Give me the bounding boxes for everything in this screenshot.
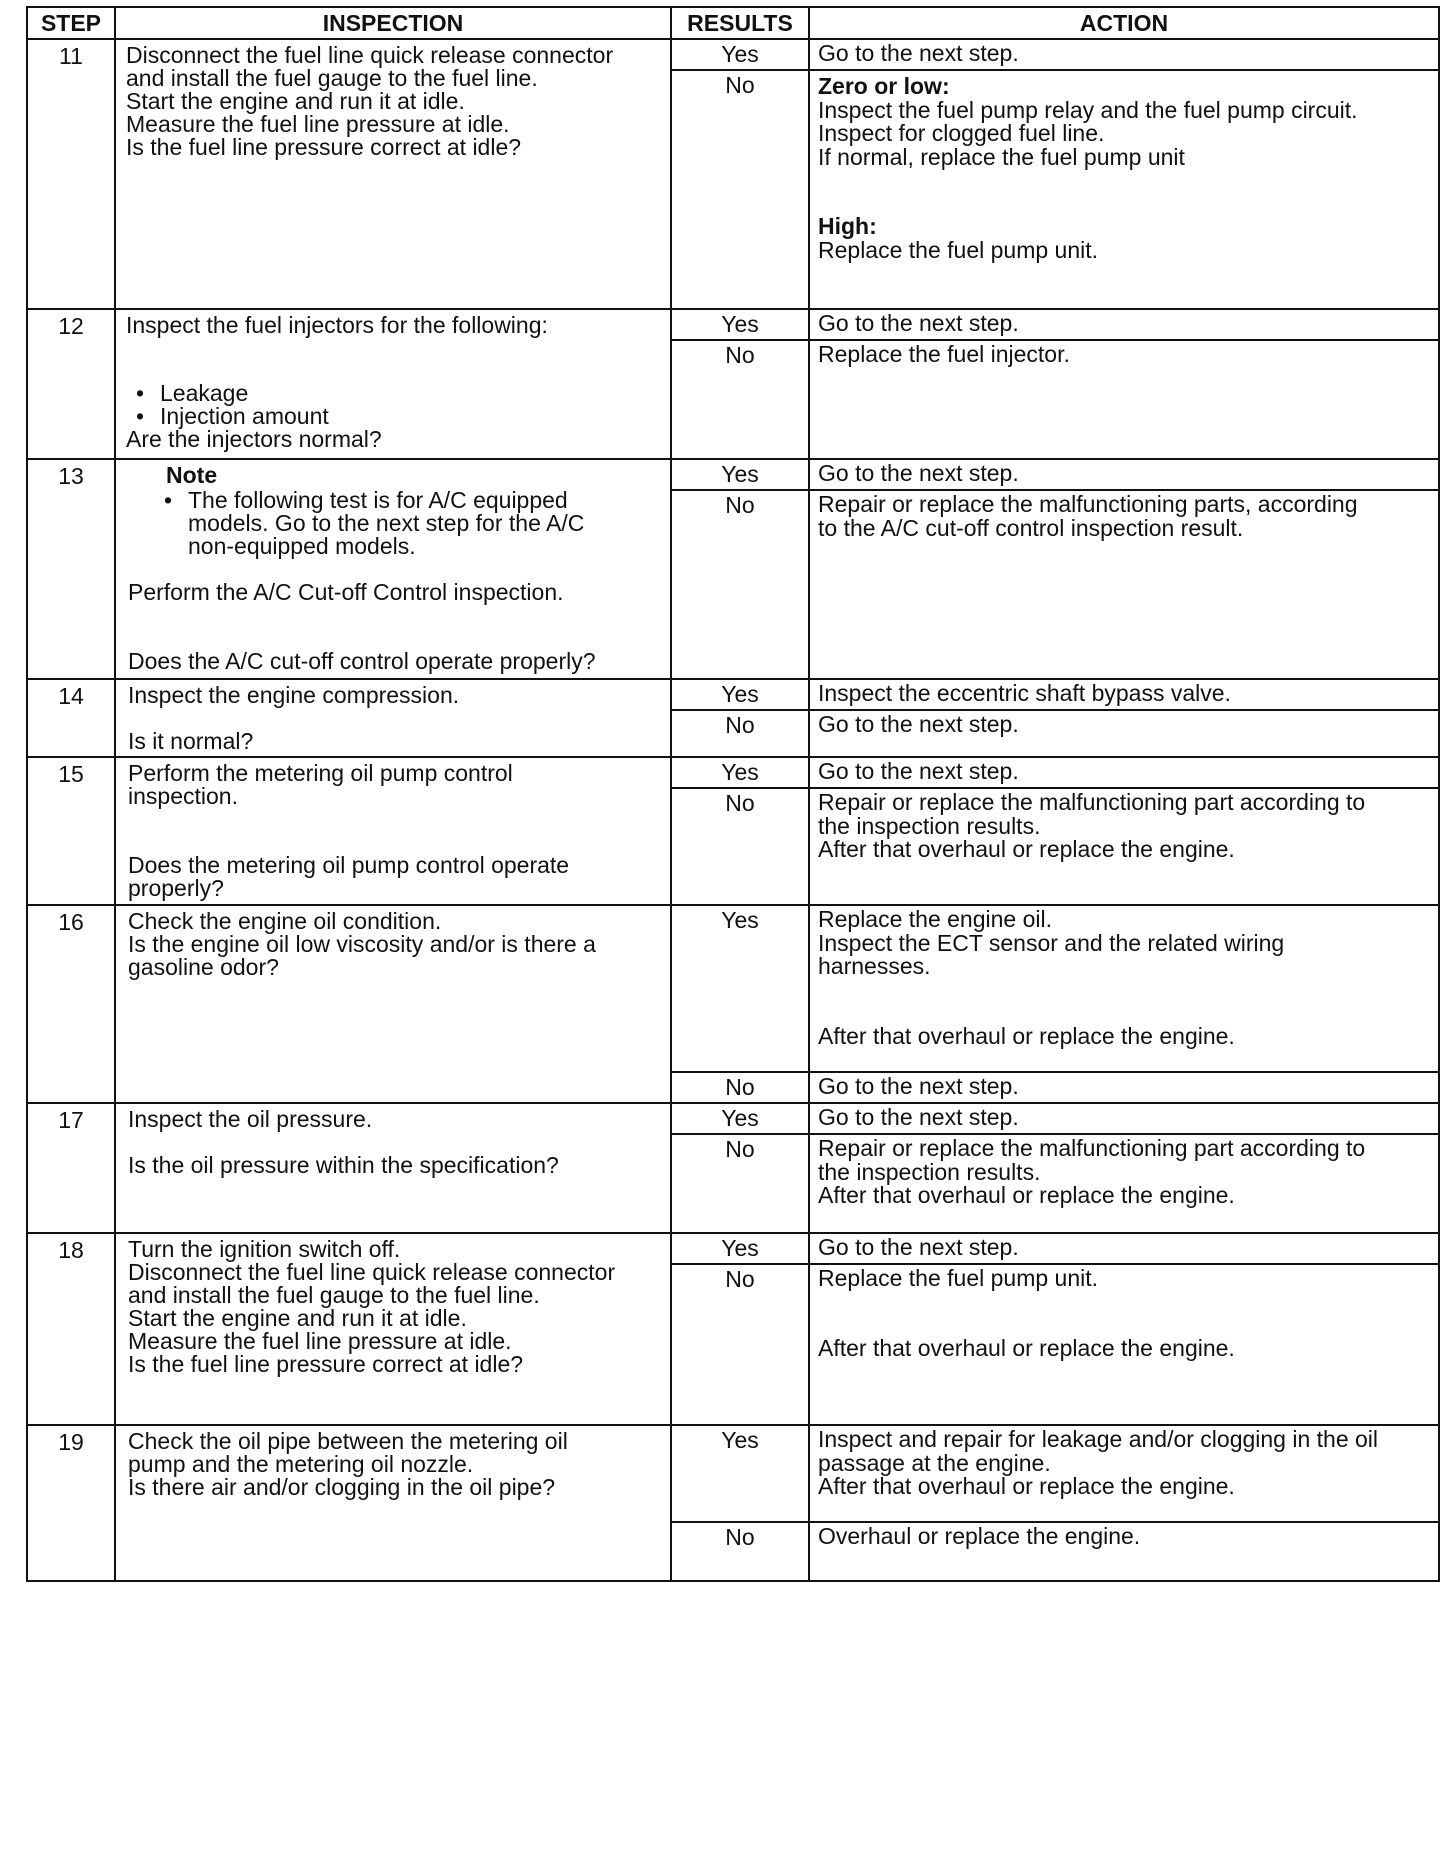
inspection-line: gasoline odor? xyxy=(128,954,279,980)
result-no: No xyxy=(671,1264,809,1425)
table-row-step-12 xyxy=(27,309,1439,340)
result-yes: Yes xyxy=(671,905,809,1072)
action-line: After that overhaul or replace the engine. xyxy=(818,1022,1235,1049)
action-line: If normal, replace the fuel pump unit xyxy=(818,143,1185,170)
table-row-step-18 xyxy=(27,1233,1439,1264)
header-row xyxy=(27,7,1439,39)
inspection-cell xyxy=(115,1103,671,1233)
inspection-line: Measure the fuel line pressure at idle. xyxy=(126,111,510,137)
result-yes: Yes xyxy=(671,1103,809,1134)
inspection-line: Is the engine oil low viscosity and/or is there a xyxy=(128,931,596,957)
action-line: Inspect the fuel pump relay and the fuel pump circuit. xyxy=(818,96,1358,123)
inspection-line: Is the fuel line pressure correct at idle? xyxy=(128,1351,524,1377)
result-yes: Yes xyxy=(671,679,809,710)
table-row-step-16 xyxy=(27,905,1439,1072)
table-row-step-17 xyxy=(27,1103,1439,1134)
action-line: passage at the engine. xyxy=(818,1449,1051,1476)
action-yes: Go to the next step. xyxy=(809,1233,1439,1264)
step-number: 12 xyxy=(27,309,115,459)
inspection-line: Measure the fuel line pressure at idle. xyxy=(128,1328,512,1354)
action-line: After that overhaul or replace the engine. xyxy=(818,1334,1235,1361)
result-yes: Yes xyxy=(671,459,809,490)
result-no: No xyxy=(671,1134,809,1233)
action-yes xyxy=(809,905,1439,1072)
result-no: No xyxy=(671,70,809,309)
header-inspection: INSPECTION xyxy=(115,7,671,39)
inspection-line: Perform the A/C Cut-off Control inspection. xyxy=(128,579,564,605)
inspection-cell xyxy=(115,679,671,757)
result-no: No xyxy=(671,490,809,679)
inspection-line: Inspect the engine compression. xyxy=(128,682,460,708)
action-line: After that overhaul or replace the engine. xyxy=(818,1182,1235,1208)
action-yes: Go to the next step. xyxy=(809,1103,1439,1134)
inspection-question: Is it normal? xyxy=(128,728,254,754)
inspection-line: Start the engine and run it at idle. xyxy=(128,1305,467,1331)
action-no: Go to the next step. xyxy=(809,1072,1439,1103)
header-action: ACTION xyxy=(809,7,1439,39)
action-line: Inspect and repair for leakage and/or clogging in the oil xyxy=(818,1426,1379,1452)
inspection-cell xyxy=(115,39,671,309)
inspection-line: and install the fuel gauge to the fuel line. xyxy=(128,1282,540,1308)
inspection-table-sheet xyxy=(26,6,1438,1582)
inspection-question: Is the oil pressure within the specification? xyxy=(128,1152,559,1178)
action-line: Repair or replace the malfunctioning part according to xyxy=(818,789,1366,815)
inspection-line: pump and the metering oil nozzle. xyxy=(128,1451,474,1477)
action-line: Inspect for clogged fuel line. xyxy=(818,120,1105,146)
inspection-question: Are the injectors normal? xyxy=(126,426,382,452)
inspection-table xyxy=(26,6,1440,1582)
action-no xyxy=(809,1134,1439,1233)
action-line: the inspection results. xyxy=(818,1158,1041,1185)
action-line: After that overhaul or replace the engine. xyxy=(818,1473,1235,1499)
action-yes: Go to the next step. xyxy=(809,39,1439,70)
result-no: No xyxy=(671,1522,809,1581)
result-no: No xyxy=(671,788,809,905)
action-no xyxy=(809,70,1439,309)
action-no xyxy=(809,1264,1439,1425)
inspection-line: Check the oil pipe between the metering oil xyxy=(128,1428,568,1454)
step-number: 13 xyxy=(27,459,115,679)
action-line: Replace the engine oil. xyxy=(818,906,1052,932)
result-yes: Yes xyxy=(671,309,809,340)
action-line: Repair or replace the malfunctioning parts, according xyxy=(818,491,1358,517)
inspection-line: Start the engine and run it at idle. xyxy=(126,88,465,114)
action-line: Replace the fuel pump unit. xyxy=(818,236,1099,263)
inspection-cell xyxy=(115,459,671,679)
step-number: 18 xyxy=(27,1233,115,1425)
step-number: 19 xyxy=(27,1425,115,1581)
step-number: 15 xyxy=(27,757,115,905)
action-line: After that overhaul or replace the engine. xyxy=(818,836,1235,862)
inspection-cell xyxy=(115,309,671,459)
inspection-cell xyxy=(115,1425,671,1581)
step-number: 11 xyxy=(27,39,115,309)
note-title: Note xyxy=(166,462,218,488)
table-row-step-14 xyxy=(27,679,1439,710)
action-no: Go to the next step. xyxy=(809,710,1439,757)
action-line: the inspection results. xyxy=(818,812,1041,839)
step-number: 14 xyxy=(27,679,115,757)
note-line: • The following test is for A/C equipped xyxy=(188,487,664,515)
action-yes: Go to the next step. xyxy=(809,309,1439,340)
result-yes: Yes xyxy=(671,39,809,70)
table-row-step-13 xyxy=(27,459,1439,490)
inspection-question: Does the A/C cut-off control operate properly? xyxy=(128,648,596,674)
action-yes: Inspect the eccentric shaft bypass valve. xyxy=(809,679,1439,710)
result-no: No xyxy=(671,340,809,459)
action-line: Inspect the ECT sensor and the related wiring xyxy=(818,929,1285,956)
inspection-question: properly? xyxy=(128,875,224,901)
action-line: Replace the fuel pump unit. xyxy=(818,1265,1099,1291)
action-heading-high: High: xyxy=(818,213,877,239)
inspection-line: Is the fuel line pressure correct at idle? xyxy=(126,134,522,160)
inspection-line: and install the fuel gauge to the fuel line. xyxy=(126,65,538,91)
inspection-question: Does the metering oil pump control operate xyxy=(128,852,570,878)
inspection-line: Is there air and/or clogging in the oil pipe? xyxy=(128,1474,556,1500)
result-yes: Yes xyxy=(671,1425,809,1522)
action-line: harnesses. xyxy=(818,953,931,979)
action-no xyxy=(809,490,1439,679)
header-results: RESULTS xyxy=(671,7,809,39)
action-yes: Go to the next step. xyxy=(809,757,1439,788)
note-line: models. Go to the next step for the A/C xyxy=(188,510,585,536)
inspection-line: Disconnect the fuel line quick release connector xyxy=(128,1259,616,1285)
action-line: to the A/C cut-off control inspection result. xyxy=(818,514,1244,541)
result-yes: Yes xyxy=(671,757,809,788)
step-number: 17 xyxy=(27,1103,115,1233)
bullet-item: • Leakage xyxy=(160,380,664,408)
table-row-step-15 xyxy=(27,757,1439,788)
header-step: STEP xyxy=(27,7,115,39)
step-number: 16 xyxy=(27,905,115,1103)
action-line: Repair or replace the malfunctioning part according to xyxy=(818,1135,1366,1161)
note-line: non-equipped models. xyxy=(188,533,416,559)
action-heading-zero-low: Zero or low: xyxy=(818,73,950,99)
action-yes: Go to the next step. xyxy=(809,459,1439,490)
inspection-cell xyxy=(115,1233,671,1425)
result-no: No xyxy=(671,710,809,757)
inspection-line: Inspect the oil pressure. xyxy=(128,1106,373,1132)
inspection-cell xyxy=(115,905,671,1103)
action-no: Overhaul or replace the engine. xyxy=(809,1522,1439,1581)
table-row-step-11 xyxy=(27,39,1439,70)
result-yes: Yes xyxy=(671,1233,809,1264)
inspection-line: Inspect the fuel injectors for the following: xyxy=(126,312,548,338)
action-no xyxy=(809,788,1439,905)
inspection-line: inspection. xyxy=(128,783,238,809)
action-no: Replace the fuel injector. xyxy=(809,340,1439,459)
table-row-step-19 xyxy=(27,1425,1439,1522)
action-yes xyxy=(809,1425,1439,1522)
bullet-item: • Injection amount xyxy=(160,403,664,431)
inspection-line: Turn the ignition switch off. xyxy=(128,1236,401,1262)
result-no: No xyxy=(671,1072,809,1103)
inspection-line: Disconnect the fuel line quick release connector xyxy=(126,42,614,68)
inspection-line: Check the engine oil condition. xyxy=(128,908,442,934)
inspection-line: Perform the metering oil pump control xyxy=(128,760,513,786)
inspection-cell xyxy=(115,757,671,905)
